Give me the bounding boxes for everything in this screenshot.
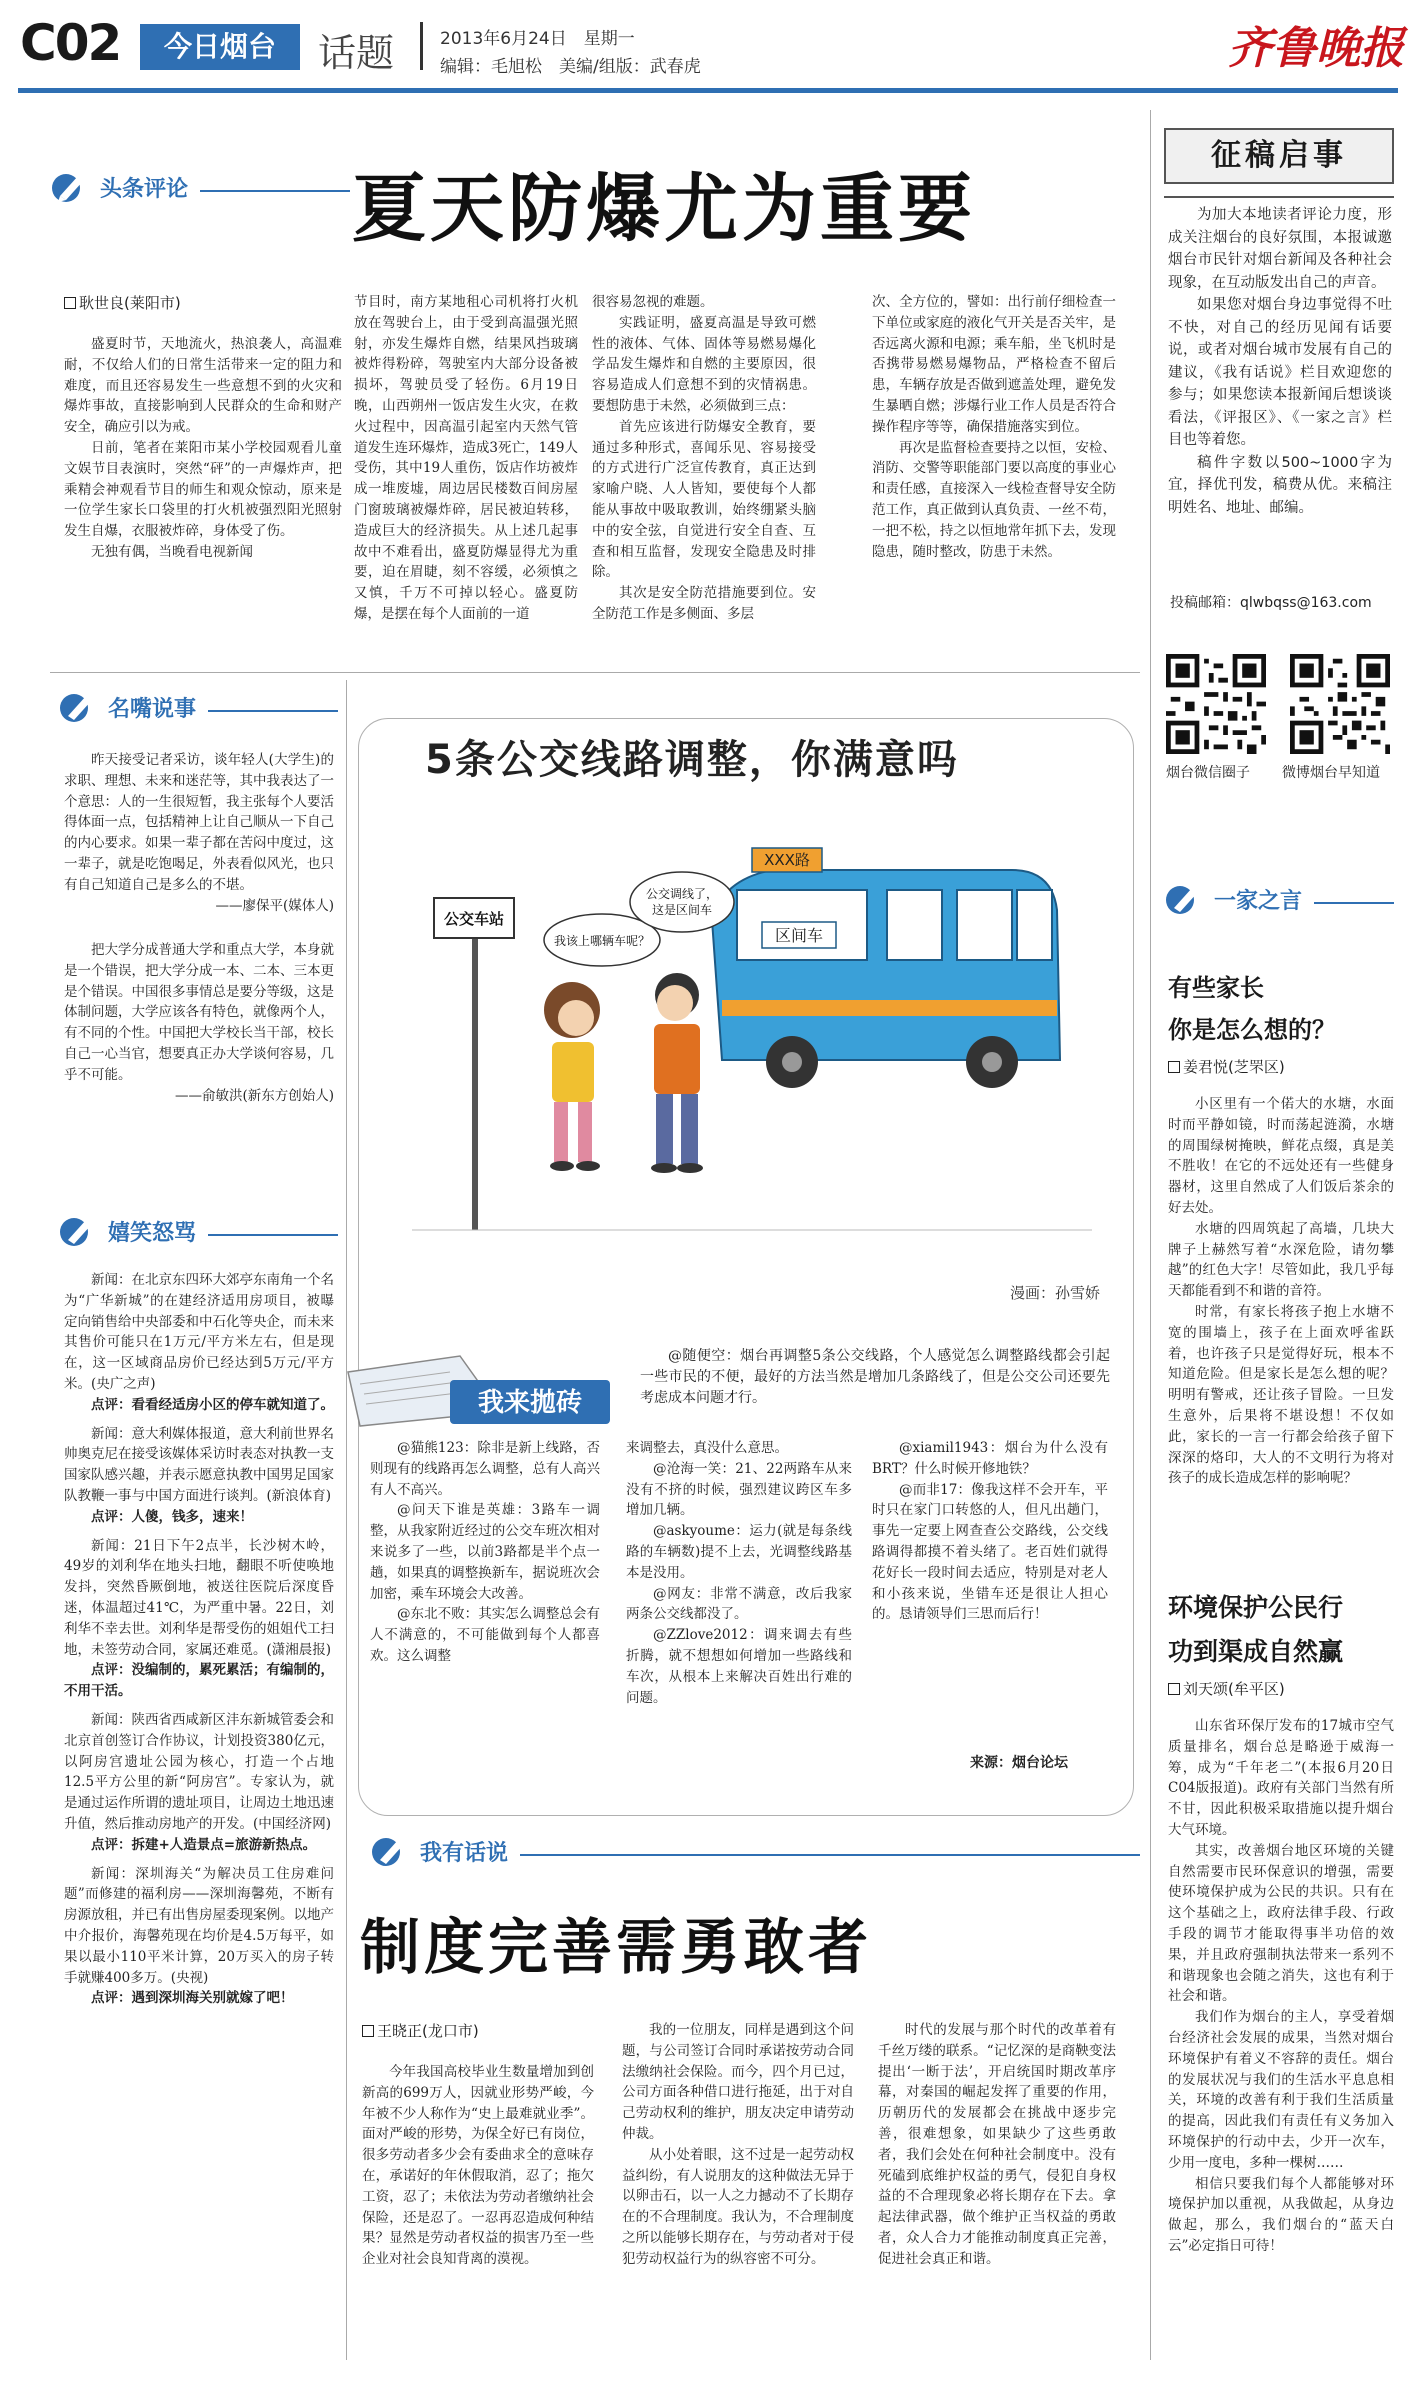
pen-icon [1164,880,1210,920]
wlzz-section-logo [340,1342,620,1434]
pen-icon [370,1832,416,1872]
column-tag-xxnm [58,1212,338,1252]
wysh-col-3: 时代的发展与那个时代的改革着有千丝万缕的联系。“记忆深的是商鞅变法提出‘一断于法’，开启统国时期改革序幕，对秦国的崛起发挥了重要的作用，历朝历代的发展都会在挑战中逐步完善，很难想象，如果缺少了这些勇敢者，我们会处在何种社会制度中。没有死磕到底维护权益的勇气，侵犯自身权益的不合理现象必将长期存在下去。拿起法律武器，做个维护正当权益的勇敢者，众人合力才能推动制度真正完善，促进社会真正和谐。 [878,2022,1116,2267]
article1-title-1: 有些家长 [1168,973,1264,1002]
article2-title-1: 环境保护公民行 [1168,1593,1344,1622]
tag-rule [520,1854,1140,1856]
comments-col-3: @xiamil1943：烟台为什么没有BRT？什么时候开修地铁？ @而非17：像我这样不会开车，平时只在家门口转悠的人，但凡出趟门，事先一定要上网查查公交路线，公交线路调得都摸不着头绪了。老百姓们就得花好长一段时间去适应，特别是对老人和小孩来说，坐错车还是很让人担心的。恳请领导们三思而后行！ [872,1440,1108,1623]
comments-source: 来源：烟台论坛 [970,1755,1068,1771]
header-divider [420,22,423,70]
page-header [0,0,1417,92]
bus-illustration [712,848,1060,1088]
quote-1: 昨天接受记者采访，谈年轻人(大学生)的求职、理想、未来和迷茫等，其中我表达了一个意思：人的一生很短暂，我主张每个人要活得体面一点，包括精神上让自己顺从一下自己的内心要求。如果一辈子都在苦闷中度过，这一辈子，就是吃饱喝足，外表看似风光，也只有自己知道自己是多么的不堪。 ——廖保平(媒体人) [64,752,334,914]
svg-text:我来拋砖: 我来拋砖 [477,1388,583,1418]
tag-rule [208,710,338,712]
comments-col-1: @猫熊123：除非是新上线路，否则现有的线路再怎么调整，总有人高兴有人不高兴。 @问天下谁是英雄：3路车一调整，从我家附近经过的公交车班次相对来说多了一些，以前3路都是半个点一趟，如果真的调整换新车，据说班次会加密，乘车环境会大改善。 @东北不败：其实怎么调整总会有人不满意的，不可能做到每个人都喜欢。这么调整 [370,1440,600,1664]
column-divider [1150,110,1151,2360]
submission-email[interactable]: 投稿邮箱：qlwbqss@163.com [1170,595,1372,611]
qr-caption-left: 烟台微信圈子 [1166,765,1250,781]
lead-col-2: 节目时，南方某地租心司机将打火机放在驾驶台上，由于受到高温强光照射，亦发生爆炸自燃，结果风挡玻璃被炸得粉碎，驾驶室内大部分设备被损坏，驾驶员受了轻伤。6月19日晚，山西朔州一饭店发生火灾，在救火过程中，因高温引起室内天然气管道发生连环爆炸，造成3死亡，149人受伤，其中19人重伤，饭店作坊被炸成一堆废墟，周边居民楼数百间房屋门窗玻璃被爆炸碎，居民被迫转移，造成巨大的经济损失。从上述几起事故中不难看出，盛夏防爆显得尤为重要，迫在眉睫，刻不容缓，必须慎之又慎，千万不可掉以轻心。盛夏防爆，是摆在每个人面前的一道 [354,294,578,622]
column-tag-label: 名嘴说事 [108,697,197,722]
comments-col-2: 来调整去，真没什么意思。 @沧海一笑：21、22两路车从来没有不挤的时候，强烈建议跨区车多增加几辆。 @askyoume：运力(就是每条线路的车辆数)提不上去，光调整线路基本是没用。 @网友：非常不满意，改后我家两条公交线都没了。 @ZZlove2012：调来调去有些折腾，就不想想如何增加一些路线和车次，从根本上来解决百姓出行难的问题。 [626,1440,852,1706]
lead-col-3: 很容易忽视的难题。 实践证明，盛夏高温是导致可燃性的液体、气体、固体等易燃易爆化学品发生爆炸和自燃的主要原因，很容易造成人们意想不到的灾情祸患。要想防患于未然，必须做到三点： 首先应该进行防爆安全教育，要通过多种形式，喜闻乐见、容易接受的方式进行广泛宣传教育，真正达到家喻户晓、人人皆知，要使每个人都能从事故中吸取教训，始终绷紧头脑中的安全弦，自觉进行安全自查、互查和相互监督，发现安全隐患及时排除。 其次是安全防范措施要到位。安全防范工作是多侧面、多层 [592,294,816,622]
column-tag-label: 一家之言 [1214,889,1303,914]
section-name: 话题 [318,31,395,75]
column-tag-yjzy [1164,880,1394,920]
article2-title-2: 功到渠成自然赢 [1168,1637,1344,1666]
feature-intro: @随便空：烟台再调整5条公交线路，个人感觉怎么调整路线都会引起一些市民的不便，最好的方法当然是增加几条路线了，但是公交公司还要先考虑成本问题才行。 [640,1348,1110,1406]
article2-byline: 刘天颂(牟平区) [1168,1678,1285,1699]
cartoon-credit: 漫画：孙雪娇 [1010,1284,1101,1302]
tag-rule [208,1234,338,1236]
column-divider [346,680,347,2360]
feature-title: 5条公交线路调整，你满意吗 [425,737,959,783]
section-tab: 今日烟台 [140,24,300,70]
article2-body: 山东省环保厅发布的17城市空气质量排名，烟台总是略逊于威海一筹，成为“千年老二”(本报6月20日C04版报道)。政府有关部门当然有所不甘，因此积极采取措施以提升烟台大气环境。 其实，改善烟台地区环境的关键自然需要市民环保意识的增强，需要使环境保护成为公民的共识。只有在这个基础之上，政府法律手段、行政手段的调节才能取得事半功倍的效果，并且政府强制执法带来一系列不和谐现象也会随之消失，这也有利于社会和谐。 我们作为烟台的主人，享受着烟台经济社会发展的成果，当然对烟台环境保护有着义不容辞的责任。烟台的发展状况与我们的生活水平息息相关，环境的改善有利于我们生活质量的提高，因此我们有责任有义务加入环境保护的行动中去，少开一次车，少用一度电，多种一棵树…… 相信只要我们每个人都能够对环境保护加以重视，从我做起，从身边做起，那么，我们烟台的“蓝天白云”必定指日可待！ [1168,1718,1394,2254]
qr-code-right [1290,654,1390,754]
column-tag-lead [50,168,350,208]
svg-text:XXX路: XXX路 [764,851,810,869]
svg-text:这是区间车: 这是区间车 [651,903,713,917]
article1-title-2: 你是怎么想的？ [1168,1015,1336,1044]
bus-stop-sign [434,898,514,1230]
pen-icon [50,168,96,208]
column-tag-label: 头条评论 [100,177,189,202]
lead-byline: 耿世良(莱阳市) [64,292,181,313]
issue-date: 2013年6月24日 星期一 [440,29,635,49]
bus-cartoon [392,810,1108,1296]
qr-caption-right: 微博烟台早知道 [1282,765,1380,781]
woman-figure [544,982,600,1171]
editor-credits: 编辑：毛旭松 美编/组版：武春虎 [440,57,701,77]
speech-bubble-right [630,872,734,932]
xxnm-items: 新闻：在北京东四环大郊亭东南角一个名为“广华新城”的在建经济适用房项目，被曝定向销售给中央部委和中石化等央企，而未来其售价可能只在1万元/平方米左右，但是现在，这一区域商品房价已经达到5万元/平方米。(央广之声) 点评：看看经适房小区的停车就知道了。 新闻：意大利媒体报道，意大利前世界名帅奥克尼在接受该媒体采访时表态对执教一支国家队感兴趣，并表示愿意执教中国男足国家队教鞭一事与中国方面进行谈判。(新浪体育) 点评：人傻，钱多，速来！ 新闻：21日下午2点半，长沙树木岭，49岁的刘利华在地头扫地，翻眼不听使唤地发抖，突然昏厥倒地，被送往医院后深度昏迷，体温超过41℃，为严重中暑。22日，刘利华不幸去世。刘利华是帮受伤的姐姐代工扫地，未签劳动合同，家属还难觅。(潇湘晨报) 点评：没编制的，累死累活；有编制的，不用干活。 新闻：陕西省西咸新区沣东新城管委会和北京首创签订合作协议，计划投资380亿元，以阿房宫遗址公园为核心，打造一个占地12.5平方公里的新“阿房宫”。专家认为，就是通过运作所谓的遗址项目，让周边土地迅速升值，然后推动房地产的开发。(中国经济网) 点评：拆建+人造景点=旅游新热点。 新闻：深圳海关“为解决员工住房难问题”而修建的福利房——深圳海馨苑，不断有房源放租，并已有出售房屋委现案例。以地产中介报价，海馨苑现在均价是4.5万每平，如果以最小110平米计算，20万买入的房子转手就赚400多万。(央视) 点评：遇到深圳海关别就嫁了吧！ [64,1272,334,2007]
header-rule [18,88,1398,93]
pen-icon [58,1212,104,1252]
column-tag-label: 嬉笑怒骂 [108,1221,197,1246]
column-tag-label: 我有话说 [420,1841,509,1866]
qr-code-left [1166,654,1266,754]
wysh-col-1: 今年我国高校毕业生数量增加到创新高的699万人，因就业形势严峻，今年被不少人称作为“史上最难就业季”。面对严峻的形势，为保全好已有岗位，很多劳动者多少会有委曲求全的意味存在，承诺好的年休假取消，忍了；拖欠工资，忍了；未依法为劳动者缴纳社会保险，还是忍了。一忍再忍造成何种结果？显然是劳动者权益的损害乃至一些企业对社会良知背离的漠视。 [362,2064,594,2268]
column-tag-mzsh [58,688,338,728]
call-for-submissions-text: 为加大本地读者评论力度，形成关注烟台的良好氛围，本报诚邀烟台市民针对烟台新闻及各种社会现象，在互动版发出自己的声音。 如果您对烟台身边事觉得不吐不快，对自己的经历见闻有话要说，或者对烟台城市发展有自己的建议，《我有话说》栏目欢迎您的参与；如果您读本报新闻后想谈谈看法，《评报区》、《一家之言》栏目也等着您。 稿件字数以500~1000字为宜，择优刊发，稿费从优。来稿注明姓名、地址、邮编。 [1168,207,1392,516]
page-number: C02 [20,14,121,72]
quote-2: 把大学分成普通大学和重点大学，本身就是一个错误，把大学分成一本、二本、三本更是个错误。中国很多事情总是要分等级，这是体制问题，大学应该各有特色，就像两个人，有不同的个性。中国把大学校长当干部，校长自己一心当官，想要真正办大学谈何容易，几乎不可能。 ——俞敏洪(新东方创始人) [64,942,334,1104]
svg-text:公交调线了，: 公交调线了， [645,887,719,901]
lead-headline: 夏天防爆尤为重要 [352,166,976,252]
tag-rule [200,190,350,192]
wysh-headline: 制度完善需勇敢者 [360,1913,872,1983]
lead-col-4: 次、全方位的，譬如：出行前仔细检查一下单位或家庭的液化气开关是否关牢，是否远离火源和电源；乘车船，坐飞机时是否携带易燃易爆物品，严格检查不留后患，车辆存放是否做到遮盖处理，避免发生暴晒自燃；涉爆行业工作人员是否符合操作程序等等，确保措施落实到位。 再次是监督检查要持之以恒，安检、消防、交警等职能部门要以高度的事业心和责任感，直接深入一线检查督导安全防范工作，真正做到认真负责、一丝不苟，一把不松，持之以恒地常年抓下去，发现隐患，随时整改，防患于未然。 [872,294,1116,560]
wysh-byline: 王晓正(龙口市) [362,2020,479,2041]
man-figure [651,973,703,1173]
pen-icon [58,688,104,728]
section-divider [50,672,1140,673]
lead-col-1: 盛夏时节，天地流火，热浪袭人，高温难耐，不仅给人们的日常生活带来一定的阻力和难度，而且还容易发生一些意想不到的火灾和爆炸事故，直接影响到人民群众的生命和财产安全，确应引以为戒。 日前，笔者在莱阳市某小学校园观看儿童文娱节目表演时，突然“砰”的一声爆炸声，把乘精会神观看节目的师生和观众惊动，原来是一位学生家长口袋里的打火机被强烈阳光照射发生自爆，衣服被炸碎，身体受了伤。 无独有偶，当晚看电视新闻 [64,336,342,560]
svg-text:公交车站: 公交车站 [443,910,505,928]
article1-body: 小区里有一个偌大的水塘，水面时而平静如镜，时而荡起涟漪，水塘的周围绿树掩映，鲜花点缀，真是美不胜收！在它的不远处还有一些健身器材，这里自然成了人们饭后茶余的好去处。 水塘的四周筑起了高墙，几块大牌子上赫然写着“水深危险，请勿攀越”的红色大字！尽管如此，我几乎每天都能看到不和谐的音符。 时常，有家长将孩子抱上水塘不宽的围墙上，孩子在上面欢呼雀跃着，也许孩子只是觉得好玩，根本不知道危险。但是家长是怎么想的呢？明明有警戒，还让孩子冒险。一旦发生意外，后果将不堪设想！不仅如此，家长的一言一行都会给孩子留下深深的烙印，大人的不文明行为将对孩子的成长造成怎样的影响呢？ [1168,1096,1394,1487]
masthead-logo: 齐鲁晚报 [1228,23,1404,74]
wysh-col-2: 我的一位朋友，同样是遇到这个问题，与公司签订合同时承诺按劳动合同法缴纳社会保险。而今，四个月已过，公司方面各种借口进行拖延，出于对自己劳动权利的维护，朋友决定申请劳动仲裁。 从小处着眼，这不过是一起劳动权益纠纷，有人说朋友的这种做法无异于以卵击石，以一人之力撼动不了长期存在的不合理制度。我认为，不合理制度之所以能够长期存在，与劳动者对于侵犯劳动权益行为的纵容密不可分。 [622,2022,854,2267]
call-for-submissions-title: 征稿启事 [1164,128,1394,184]
column-tag-wysh [370,1832,1140,1872]
svg-text:我该上哪辆车呢？: 我该上哪辆车呢？ [553,934,651,948]
svg-text:区间车: 区间车 [774,926,824,945]
article1-byline: 姜君悦(芝罘区) [1168,1056,1285,1077]
tag-rule [1314,902,1394,904]
